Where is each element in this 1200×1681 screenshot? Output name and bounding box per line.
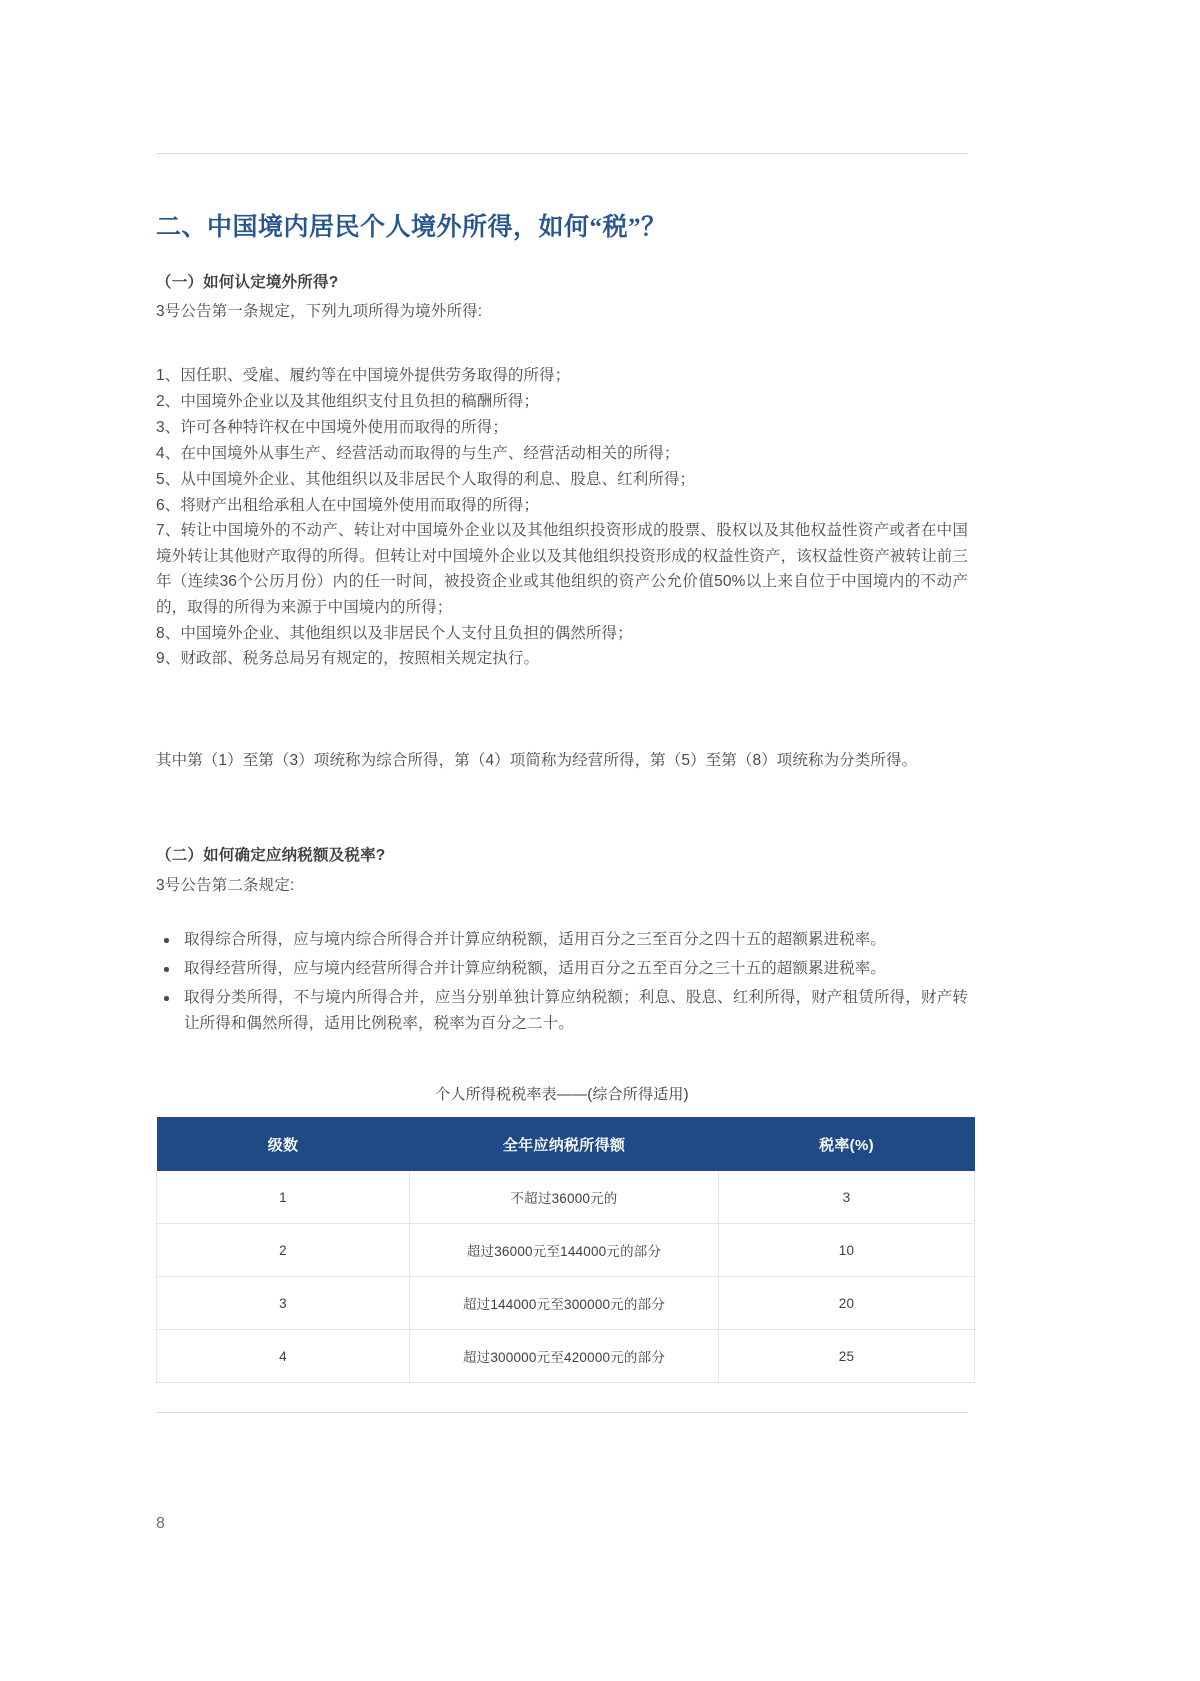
section-two-subheading: （二）如何确定应纳税额及税率?	[156, 847, 386, 864]
table-row	[157, 1224, 975, 1277]
list-item: 4、在中国境外从事生产、经营活动而取得的与生产、经营活动相关的所得；	[156, 444, 680, 462]
list-item: 3、许可各种特许权在中国境外使用而取得的所得；	[156, 418, 508, 436]
cell-income: 超过144000元至300000元的部分	[410, 1277, 719, 1330]
top-divider	[156, 153, 968, 154]
cell-level: 3	[157, 1277, 410, 1330]
bullet-text: 取得综合所得，应与境内综合所得合并计算应纳税额，适用百分之三至百分之四十五的超额累进税率。	[184, 931, 887, 948]
cell-income: 超过300000元至420000元的部分	[410, 1330, 719, 1383]
list-item: 6、将财产出租给承租人在中国境外使用而取得的所得；	[156, 496, 540, 514]
list-item: 2、中国境外企业以及其他组织支付且负担的稿酬所得；	[156, 392, 540, 410]
table-row	[157, 1171, 975, 1224]
tax-rate-table	[156, 1117, 975, 1383]
section-one-subheading: （一）如何认定境外所得?	[156, 274, 339, 291]
cell-level: 4	[157, 1330, 410, 1383]
table-header-row	[157, 1117, 975, 1171]
bullet-item	[156, 985, 968, 1037]
bullet-dot-icon	[164, 938, 169, 943]
bullet-dot-icon	[164, 967, 169, 972]
list-item: 5、从中国境外企业、其他组织以及非居民个人取得的利息、股息、红利所得；	[156, 470, 696, 488]
bullet-item	[156, 956, 968, 982]
bullet-item	[156, 927, 968, 953]
list-item: 9、财政部、税务总局另有规定的，按照相关规定执行。	[156, 650, 540, 668]
column-header-income: 全年应纳税所得额	[410, 1117, 719, 1171]
bullet-text: 取得经营所得，应与境内经营所得合并计算应纳税额，适用百分之五至百分之三十五的超额累进税率。	[184, 960, 887, 977]
cell-rate: 25	[719, 1330, 975, 1383]
table-caption: 个人所得税税率表——(综合所得适用)	[435, 1086, 689, 1103]
table-row	[157, 1330, 975, 1383]
cell-income: 超过36000元至144000元的部分	[410, 1224, 719, 1277]
bullet-text: 取得分类所得，不与境内所得合并，应当分别单独计算应纳税额；利息、股息、红利所得，财产租赁所得，财产转让所得和偶然所得，适用比例税率，税率为百分之二十。	[184, 989, 968, 1032]
bullet-dot-icon	[164, 996, 169, 1001]
cell-level: 1	[157, 1171, 410, 1224]
column-header-level: 级数	[157, 1117, 410, 1171]
section-one-summary: 其中第（1）至第（3）项统称为综合所得，第（4）项简称为经营所得，第（5）至第（8）项统称为分类所得。	[156, 752, 918, 769]
list-item: 7、转让中国境外的不动产、转让对中国境外企业以及其他组织投资形成的股票、股权以及其他权益性资产或者在中国境外转让其他财产取得的所得。但转让对中国境外企业以及其他组织投资形成的权益性资产，该权益性资产被转让前三年（连续36个公历月份）内的任一时间，被投资企业或其他组织的资产公允价值50%以上来自位于中国境内的不动产的，取得的所得为来源于中国境内的所得；	[156, 522, 968, 616]
cell-rate: 10	[719, 1224, 975, 1277]
cell-income: 不超过36000元的	[410, 1171, 719, 1224]
numbered-list	[156, 363, 968, 672]
section-one-lead: 3号公告第一条规定，下列九项所得为境外所得:	[156, 303, 483, 320]
table-row	[157, 1277, 975, 1330]
bottom-divider	[156, 1412, 968, 1413]
table-body	[157, 1171, 975, 1383]
cell-rate: 3	[719, 1171, 975, 1224]
cell-rate: 20	[719, 1277, 975, 1330]
column-header-rate: 税率(%)	[719, 1117, 975, 1171]
cell-level: 2	[157, 1224, 410, 1277]
list-item: 8、中国境外企业、其他组织以及非居民个人支付且负担的偶然所得；	[156, 624, 633, 642]
page-number: 8	[156, 1515, 166, 1532]
list-item: 1、因任职、受雇、履约等在中国境外提供劳务取得的所得；	[156, 367, 571, 384]
table-head	[157, 1117, 975, 1171]
section-two-lead: 3号公告第二条规定:	[156, 877, 295, 894]
bullet-list	[156, 927, 968, 1040]
page-title: 二、中国境内居民个人境外所得，如何“税”？	[156, 213, 667, 241]
